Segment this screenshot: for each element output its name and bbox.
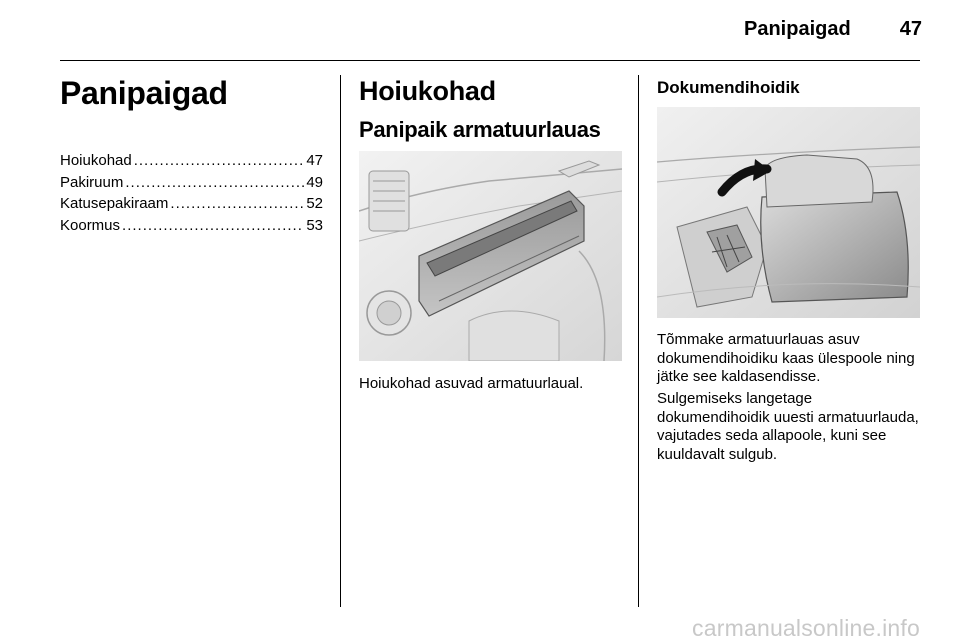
- toc-entry-page: 49: [306, 173, 323, 191]
- chapter-title: Panipaigad: [60, 75, 228, 111]
- toc-entry-label: Hoiukohad: [60, 152, 132, 169]
- toc-entry[interactable]: [60, 193, 323, 215]
- toc-entry-label: Pakiruum: [60, 173, 124, 191]
- instruction-close: Sulgemiseks langetage dokumendihoidik uuesti armatuurlauda, vajutades seda allapoole, kuni see kuuldavalt sulgub.: [657, 390, 919, 463]
- table-of-contents: [60, 150, 323, 236]
- watermark: carmanualsonline.info: [692, 615, 920, 641]
- section-title: Hoiukohad: [359, 76, 496, 106]
- document-holder-illustration: [657, 107, 920, 318]
- header-rule: [60, 60, 920, 61]
- toc-entry[interactable]: [60, 215, 323, 237]
- column-divider-left: [340, 75, 341, 607]
- column-divider-right: [638, 75, 639, 607]
- toc-leader-dots: [170, 193, 304, 215]
- glovebox-illustration: [359, 151, 622, 361]
- toc-entry-label: Katusepakiraam: [60, 195, 169, 212]
- instruction-open: Tõmmake armatuurlauas asuv dokumendihoidiku kaas ülespoole ning jätke see kaldasendisse.: [657, 331, 915, 385]
- toc-entry-page: 47: [306, 152, 323, 169]
- figure-caption: Hoiukohad asuvad armatuurlaual.: [359, 375, 584, 392]
- toc-leader-dots: [122, 215, 304, 237]
- toc-entry[interactable]: [60, 150, 323, 172]
- toc-leader-dots: [125, 172, 304, 194]
- toc-leader-dots: [134, 150, 305, 172]
- header-title: Panipaigad: [744, 18, 851, 40]
- toc-entry-page: 53: [306, 216, 323, 234]
- toc-entry-page: 52: [306, 195, 323, 212]
- toc-entry-label: Koormus: [60, 216, 121, 234]
- subsection-title-document-holder: Dokumendihoidik: [657, 78, 800, 97]
- page-number: 47: [899, 18, 922, 40]
- subsection-title: Panipaik armatuurlauas: [359, 117, 601, 142]
- toc-entry[interactable]: [60, 172, 323, 194]
